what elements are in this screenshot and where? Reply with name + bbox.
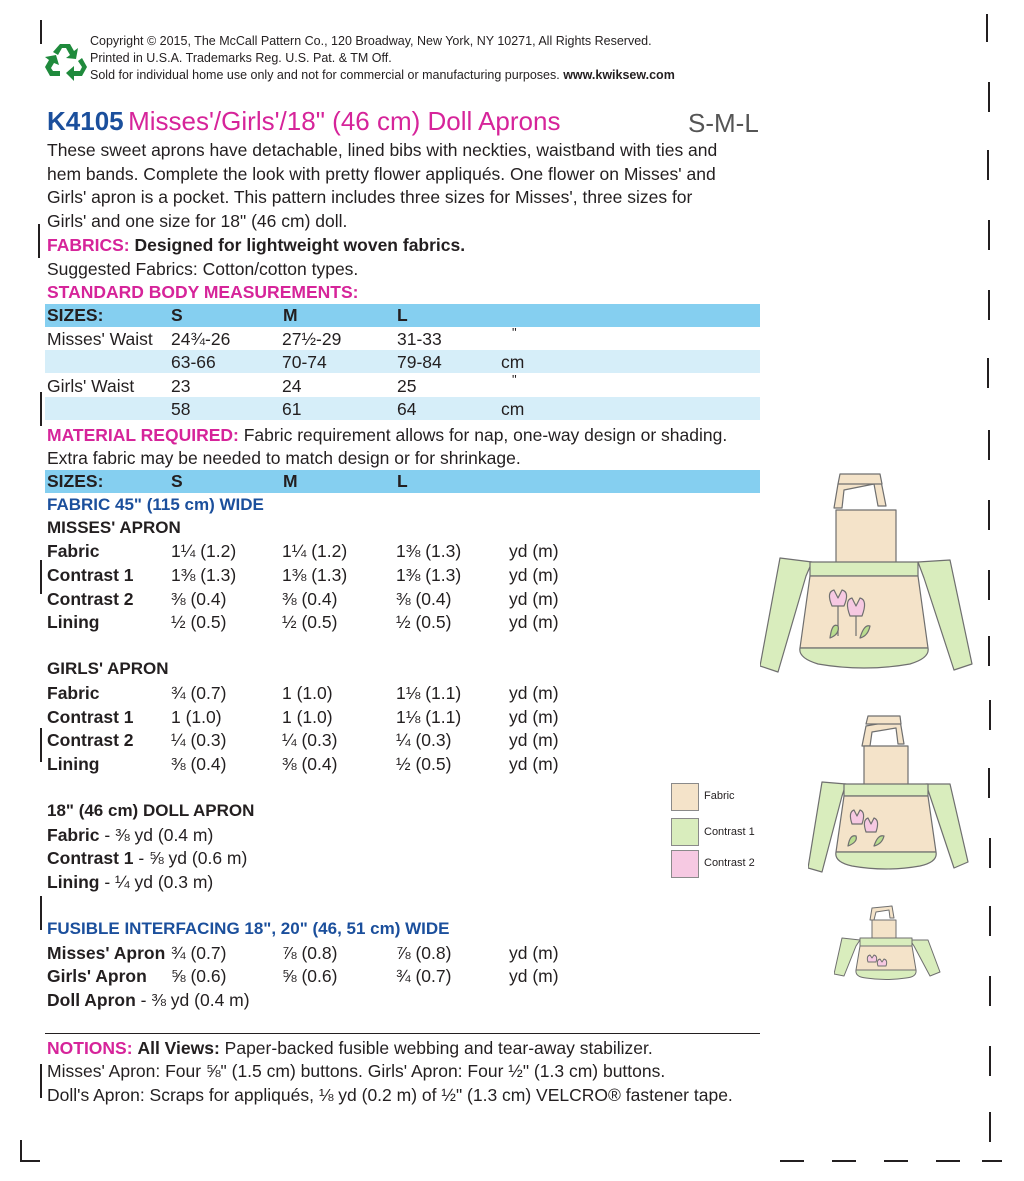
row-value: - ⅝ yd (0.6 m) — [133, 848, 248, 868]
pattern-name: Misses'/Girls'/18" (46 cm) Doll Aprons — [128, 106, 561, 136]
crop-mark — [40, 896, 42, 930]
size-l: L — [397, 305, 408, 325]
cell: ½ (0.5) — [396, 754, 452, 774]
legend-swatch-fabric — [671, 783, 699, 811]
row-label: Girls' Apron — [47, 966, 147, 986]
crop-mark — [40, 560, 42, 594]
legend-swatch-contrast-2 — [671, 850, 699, 878]
cell: ⅞ (0.8) — [396, 943, 452, 963]
cell: ⅜ (0.4) — [282, 754, 338, 774]
crop-mark — [987, 358, 989, 388]
cell: ¾ (0.7) — [171, 683, 227, 703]
legend-label: Fabric — [704, 790, 735, 802]
crop-mark — [989, 700, 991, 730]
row-label: Lining — [47, 612, 100, 632]
cell: 31-33 — [397, 329, 442, 349]
material-text-2: Extra fabric may be needed to match design or for shrinkage. — [47, 448, 521, 468]
cell: 79-84 — [397, 352, 442, 372]
row-label: Contrast 2 — [47, 730, 134, 750]
cell: 1⅛ (1.1) — [396, 707, 462, 727]
cell: ¼ (0.3) — [171, 730, 227, 750]
crop-mark — [989, 976, 991, 1006]
crop-mark — [40, 1064, 42, 1098]
cell: ¾ (0.7) — [396, 966, 452, 986]
crop-mark — [988, 570, 990, 600]
row-label: Doll Apron — [47, 990, 136, 1010]
sizes-label: SIZES: — [47, 305, 104, 325]
cell: 1¼ (1.2) — [171, 541, 237, 561]
cell: 1⅜ (1.3) — [282, 565, 348, 585]
row-label: Contrast 1 — [47, 848, 134, 868]
crop-mark — [988, 768, 990, 798]
cell: 1⅜ (1.3) — [396, 565, 462, 585]
doll-row — [47, 872, 213, 893]
cell: ½ (0.5) — [282, 612, 338, 632]
row-label: Fabric — [47, 825, 100, 845]
row-label: Contrast 1 — [47, 565, 134, 585]
suggested-fabrics: Suggested Fabrics: Cotton/cotton types. — [47, 259, 359, 279]
description-line: hem bands. Complete the look with pretty flower appliqués. One flower on Misses' and — [47, 163, 716, 184]
girls-apron-heading: GIRLS' APRON — [47, 659, 169, 678]
unit: yd (m) — [509, 754, 559, 774]
unit: yd (m) — [509, 707, 559, 727]
unit: yd (m) — [509, 966, 559, 986]
notions-label: NOTIONS: — [47, 1038, 133, 1058]
size-l: L — [397, 471, 408, 491]
pattern-code: K4105 — [47, 106, 124, 136]
cell: 24¾-26 — [171, 329, 231, 349]
size-s: S — [171, 471, 183, 491]
measurements-heading: STANDARD BODY MEASUREMENTS: — [47, 282, 359, 302]
size-m: M — [283, 471, 298, 491]
notions-all-text: Paper-backed fusible webbing and tear-away stabilizer. — [224, 1038, 653, 1058]
cell: ¼ (0.3) — [282, 730, 338, 750]
cell: 58 — [171, 399, 191, 419]
notions-line-2: Misses' Apron: Four ⅝" (1.5 cm) buttons. Girls' Apron: Four ½" (1.3 cm) buttons. — [47, 1061, 666, 1081]
cell: ½ (0.5) — [171, 612, 227, 632]
notions-line — [47, 1037, 653, 1061]
unit: yd (m) — [509, 943, 559, 963]
misses-apron-illustration — [760, 466, 978, 676]
cell: 1⅜ (1.3) — [171, 565, 237, 585]
cell: ½ (0.5) — [396, 612, 452, 632]
crop-mark — [986, 14, 988, 42]
row-label: Contrast 1 — [47, 707, 134, 727]
unit: cm — [501, 352, 525, 372]
fabrics-text: Designed for lightweight woven fabrics. — [134, 235, 466, 255]
row-value: - ⅜ yd (0.4 m) — [135, 990, 250, 1010]
row-label: Fabric — [47, 541, 100, 561]
row-label: Lining — [47, 872, 100, 892]
cell: 64 — [397, 399, 417, 419]
unit: yd (m) — [509, 589, 559, 609]
cell: ⅜ (0.4) — [171, 754, 227, 774]
cell: ⅜ (0.4) — [396, 589, 452, 609]
divider — [45, 1033, 760, 1034]
cell: 1⅜ (1.3) — [396, 541, 462, 561]
girls-apron-illustration — [808, 712, 976, 878]
legend-label: Contrast 2 — [704, 857, 755, 869]
description-line: Girls' apron is a pocket. This pattern includes three sizes for Misses', three sizes for — [47, 187, 693, 207]
doll-row — [47, 825, 213, 846]
unit: yd (m) — [509, 730, 559, 750]
legend-label: Contrast 1 — [704, 826, 755, 838]
cell: 63-66 — [171, 352, 216, 372]
misses-apron-heading: MISSES' APRON — [47, 518, 181, 537]
crop-mark — [40, 728, 42, 762]
cell: ⅜ (0.4) — [171, 589, 227, 609]
copyright-line: Copyright © 2015, The McCall Pattern Co., 120 Broadway, New York, NY 10271, All Rights Reserved. — [90, 34, 652, 48]
cell: 70-74 — [282, 352, 327, 372]
printed-line: Printed in U.S.A. Trademarks Reg. U.S. Pat. & TM Off. — [90, 51, 392, 65]
crop-mark — [40, 392, 42, 426]
cell: 1⅛ (1.1) — [396, 683, 462, 703]
cell: ¾ (0.7) — [171, 943, 227, 963]
row-value: - ⅜ yd (0.4 m) — [99, 825, 214, 845]
crop-mark — [989, 838, 991, 868]
cell: 1¼ (1.2) — [282, 541, 348, 561]
cell: 1 (1.0) — [282, 683, 333, 703]
notions-all-label: All Views: — [137, 1038, 220, 1058]
crop-mark — [989, 1046, 991, 1076]
misses-waist-label: Misses' Waist — [47, 329, 153, 349]
size-m: M — [283, 305, 298, 325]
crop-mark — [988, 220, 990, 250]
fabrics-line — [47, 234, 465, 258]
crop-mark — [988, 500, 990, 530]
row-label: Contrast 2 — [47, 589, 134, 609]
fabric-width-heading: FABRIC 45" (115 cm) WIDE — [47, 495, 264, 514]
crop-mark — [988, 82, 990, 112]
size-s: S — [171, 305, 183, 325]
doll-apron-illustration — [834, 904, 952, 982]
cell: ⅝ (0.6) — [282, 966, 338, 986]
girls-waist-label: Girls' Waist — [47, 376, 135, 396]
size-range: S-M-L — [688, 108, 759, 138]
row-value: - ¼ yd (0.3 m) — [99, 872, 214, 892]
cell: 25 — [397, 376, 417, 396]
crop-mark — [989, 906, 991, 936]
crop-mark — [40, 20, 42, 44]
crop-mark — [832, 1160, 856, 1162]
website-link[interactable]: www.kwiksew.com — [563, 68, 675, 82]
recycle-icon — [44, 40, 90, 82]
cell: 1 (1.0) — [171, 707, 222, 727]
notions-line-3: Doll's Apron: Scraps for appliqués, ⅛ yd (0.2 m) of ½" (1.3 cm) VELCRO® fastener tape. — [47, 1085, 733, 1105]
interfacing-heading: FUSIBLE INTERFACING 18", 20" (46, 51 cm) WIDE — [47, 919, 450, 938]
row-label: Lining — [47, 754, 100, 774]
crop-mark — [982, 1160, 1002, 1162]
fabrics-label: FABRICS: — [47, 235, 130, 255]
description-line: These sweet aprons have detachable, lined bibs with neckties, waistband with ties and — [47, 140, 718, 160]
cell: ⅝ (0.6) — [171, 966, 227, 986]
material-text: Fabric requirement allows for nap, one-way design or shading. — [243, 425, 728, 445]
pattern-title — [47, 106, 560, 137]
crop-mark — [20, 1160, 40, 1162]
cell: 23 — [171, 376, 191, 396]
crop-mark — [38, 224, 40, 258]
doll-interfacing-row — [47, 990, 250, 1011]
cell: 1 (1.0) — [282, 707, 333, 727]
row-label: Fabric — [47, 683, 100, 703]
doll-apron-heading: 18" (46 cm) DOLL APRON — [47, 801, 255, 820]
crop-mark — [989, 1112, 991, 1142]
sizes-label: SIZES: — [47, 471, 104, 491]
crop-mark — [936, 1160, 960, 1162]
sold-line — [90, 67, 675, 84]
doll-row — [47, 848, 247, 869]
unit: cm — [501, 399, 525, 419]
unit: yd (m) — [509, 565, 559, 585]
cell: ¼ (0.3) — [396, 730, 452, 750]
crop-mark — [987, 150, 989, 180]
unit: yd (m) — [509, 612, 559, 632]
crop-mark — [780, 1160, 804, 1162]
material-line — [47, 424, 727, 448]
cell: ⅞ (0.8) — [282, 943, 338, 963]
unit: yd (m) — [509, 541, 559, 561]
cell: ⅜ (0.4) — [282, 589, 338, 609]
crop-mark — [988, 636, 990, 666]
crop-mark — [988, 290, 990, 320]
description-line: Girls' and one size for 18" (46 cm) doll. — [47, 210, 348, 231]
material-label: MATERIAL REQUIRED: — [47, 425, 239, 445]
row-label: Misses' Apron — [47, 943, 166, 963]
unit: " — [512, 325, 517, 340]
crop-mark — [988, 430, 990, 460]
cell: 24 — [282, 376, 302, 396]
crop-mark — [884, 1160, 908, 1162]
unit: " — [512, 372, 517, 387]
crop-mark — [20, 1140, 22, 1162]
sold-text: Sold for individual home use only and not for commercial or manufacturing purposes. — [90, 68, 560, 82]
unit: yd (m) — [509, 683, 559, 703]
cell: 27½-29 — [282, 329, 342, 349]
legend-swatch-contrast-1 — [671, 818, 699, 846]
cell: 61 — [282, 399, 302, 419]
description — [47, 139, 767, 233]
